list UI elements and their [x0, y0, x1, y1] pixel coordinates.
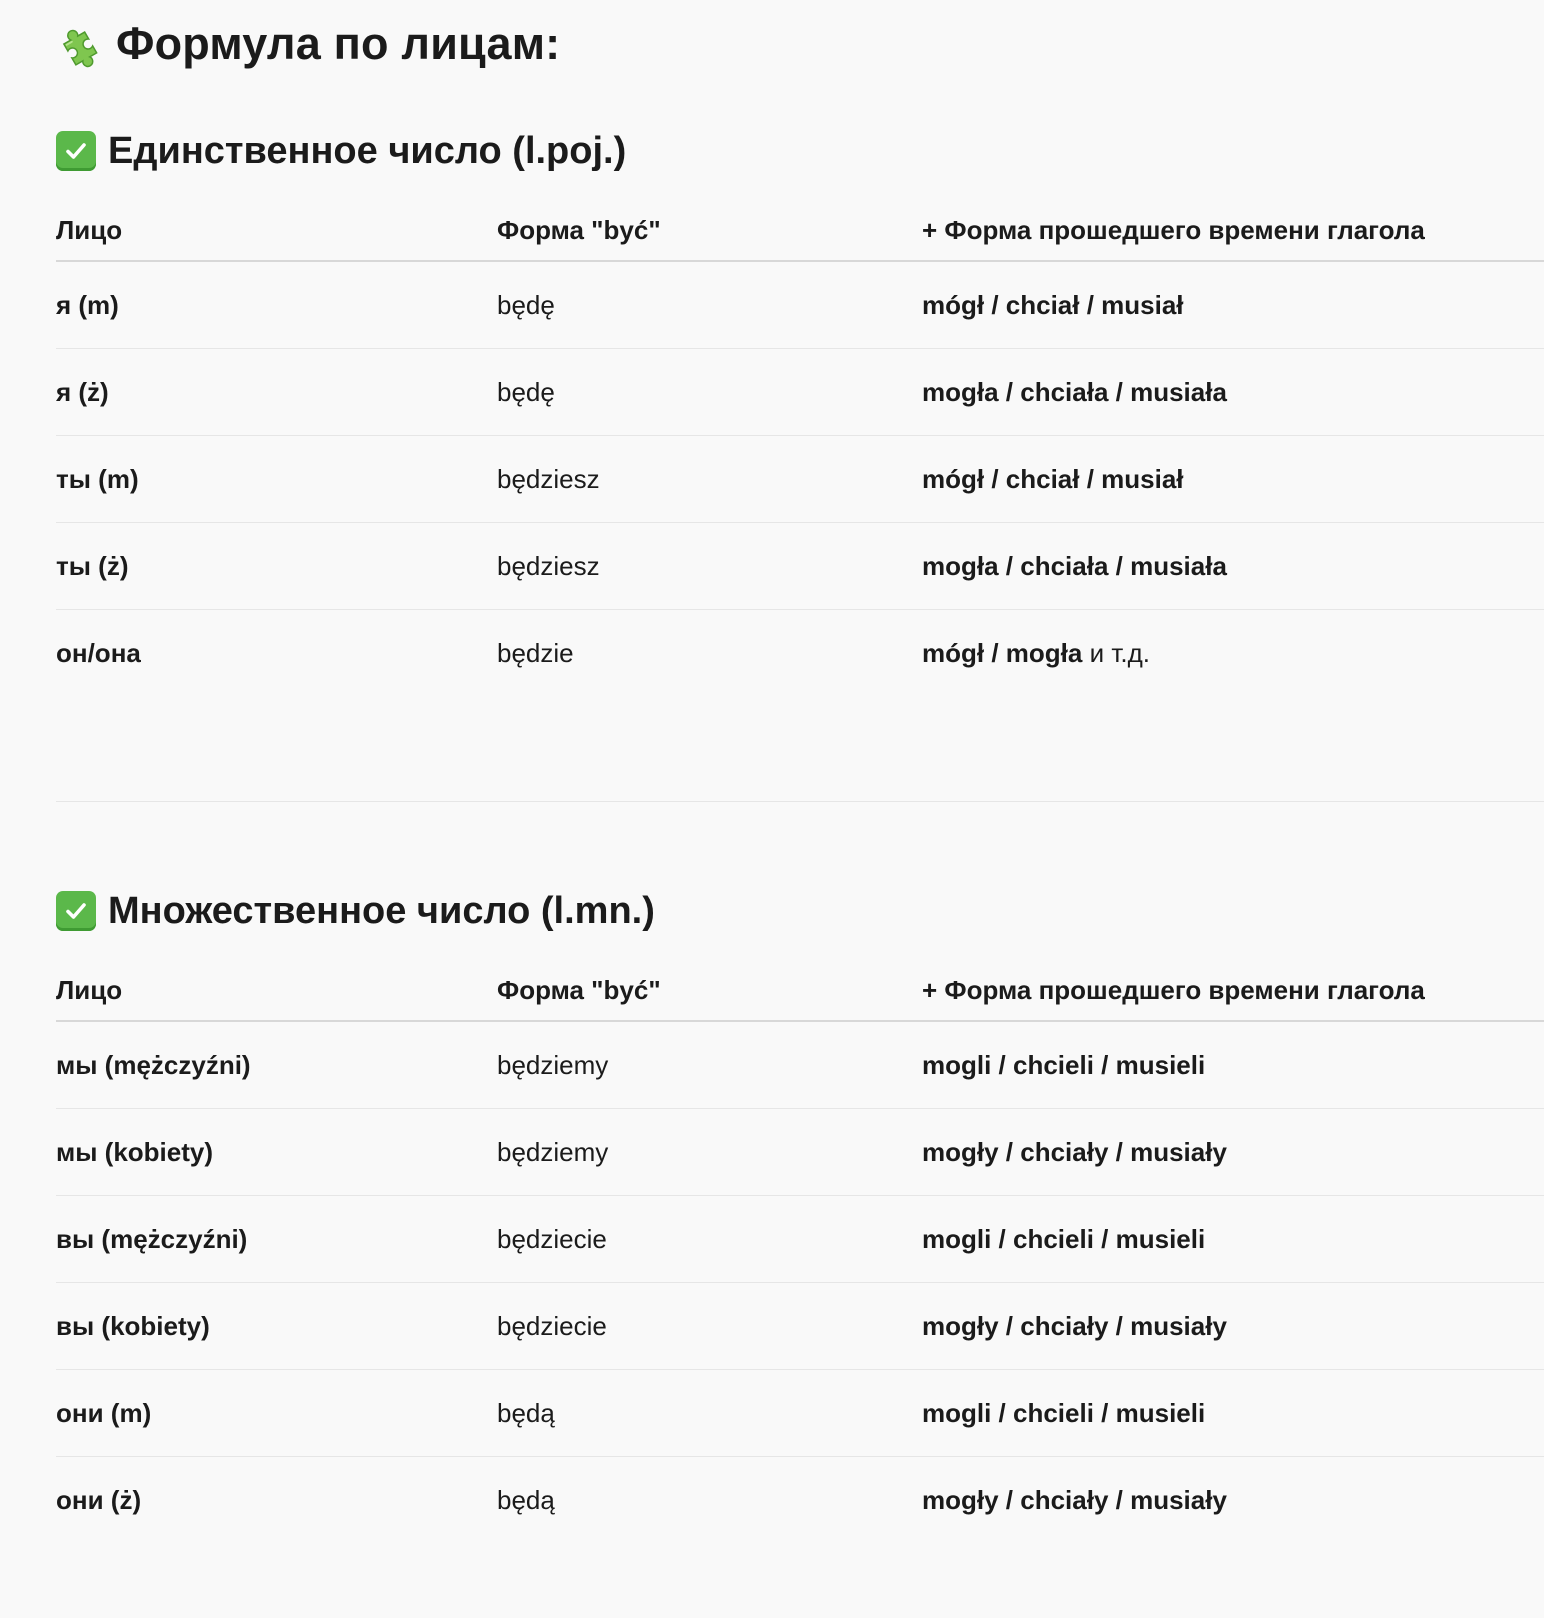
- byc-cell: będziesz: [497, 523, 922, 610]
- past-form-text: mógł / mogła: [922, 637, 1083, 668]
- past-cell: [922, 1283, 1544, 1370]
- table-row: [56, 1196, 1544, 1283]
- header-byc-form: Форма "być": [497, 200, 922, 261]
- byc-cell: będę: [497, 349, 922, 436]
- person-cell: мы (kobiety): [56, 1109, 497, 1196]
- byc-cell: będę: [497, 261, 922, 349]
- past-cell: [922, 1457, 1544, 1544]
- person-cell: я (m): [56, 261, 497, 349]
- table-row: [56, 523, 1544, 610]
- byc-cell: będziecie: [497, 1196, 922, 1283]
- table-row: [56, 1370, 1544, 1457]
- person-cell: они (m): [56, 1370, 497, 1457]
- past-form-text: mógł / chciał / musiał: [922, 289, 1184, 320]
- person-cell: он/она: [56, 637, 141, 668]
- main-heading: [56, 14, 560, 74]
- section-heading-singular: [56, 126, 626, 176]
- past-cell: [922, 436, 1544, 523]
- person-cell: они (ż): [56, 1484, 142, 1515]
- past-form-text: mogła / chciała / musiała: [922, 550, 1227, 581]
- header-person: Лицо: [56, 960, 497, 1021]
- table-row: [56, 610, 1544, 697]
- table-row: [56, 1109, 1544, 1196]
- past-cell: [922, 261, 1544, 349]
- byc-cell: będziecie: [497, 1283, 922, 1370]
- past-cell: [922, 523, 1544, 610]
- byc-cell: będziesz: [497, 436, 922, 523]
- header-past-form: + Форма прошедшего времени глагола: [922, 960, 1544, 1021]
- past-form-text: mogły / chciały / musiały: [922, 1136, 1227, 1167]
- check-mark-icon: [56, 891, 96, 931]
- check-mark-icon: [56, 131, 96, 171]
- section-title: Единственное число (l.poj.): [108, 129, 627, 172]
- past-form-text: mógł / chciał / musiał: [922, 463, 1184, 494]
- section-heading-plural: [56, 886, 655, 936]
- table-header-row: [56, 960, 1544, 1021]
- person-cell: ты (m): [56, 436, 497, 523]
- main-heading-text: Формула по лицам:: [116, 18, 561, 69]
- person-cell: вы (kobiety): [56, 1283, 497, 1370]
- plural-table: [56, 960, 1544, 1543]
- past-form-text: mogli / chcieli / musieli: [922, 1397, 1206, 1428]
- singular-table: [56, 200, 1544, 696]
- section-title: Множественное число (l.mn.): [108, 889, 655, 932]
- past-form-text: mogła / chciała / musiała: [922, 376, 1227, 407]
- table-row: [56, 1457, 1544, 1544]
- past-cell: [922, 610, 1544, 697]
- table-row: [56, 1283, 1544, 1370]
- byc-cell: będą: [497, 1370, 922, 1457]
- person-cell: я (ż): [56, 349, 497, 436]
- byc-cell: będziemy: [497, 1109, 922, 1196]
- past-cell: [922, 1109, 1544, 1196]
- person-cell: ты (ż): [56, 523, 497, 610]
- past-form-text: mogły / chciały / musiały: [922, 1310, 1227, 1341]
- past-cell: [922, 349, 1544, 436]
- past-suffix-text: и т.д.: [1082, 637, 1150, 668]
- past-form-text: mogli / chcieli / musieli: [922, 1049, 1206, 1080]
- byc-cell: będzie: [497, 637, 574, 668]
- section-divider: [56, 801, 1544, 802]
- puzzle-piece-icon: [56, 20, 104, 68]
- table-row: [56, 1021, 1544, 1109]
- table-header-row: [56, 200, 1544, 261]
- table-row: [56, 261, 1544, 349]
- past-cell: [922, 1196, 1544, 1283]
- person-cell: вы (mężczyźni): [56, 1196, 497, 1283]
- past-cell: [922, 1021, 1544, 1109]
- table-row: [56, 349, 1544, 436]
- header-past-form: + Форма прошедшего времени глагола: [922, 200, 1544, 261]
- table-row: [56, 436, 1544, 523]
- past-form-text: mogły / chciały / musiały: [922, 1484, 1227, 1515]
- byc-cell: będą: [497, 1484, 555, 1515]
- past-form-text: mogli / chcieli / musieli: [922, 1223, 1206, 1254]
- byc-cell: będziemy: [497, 1021, 922, 1109]
- header-byc-form: Форма "być": [497, 960, 922, 1021]
- header-person: Лицо: [56, 200, 497, 261]
- person-cell: мы (mężczyźni): [56, 1021, 497, 1109]
- past-cell: [922, 1370, 1544, 1457]
